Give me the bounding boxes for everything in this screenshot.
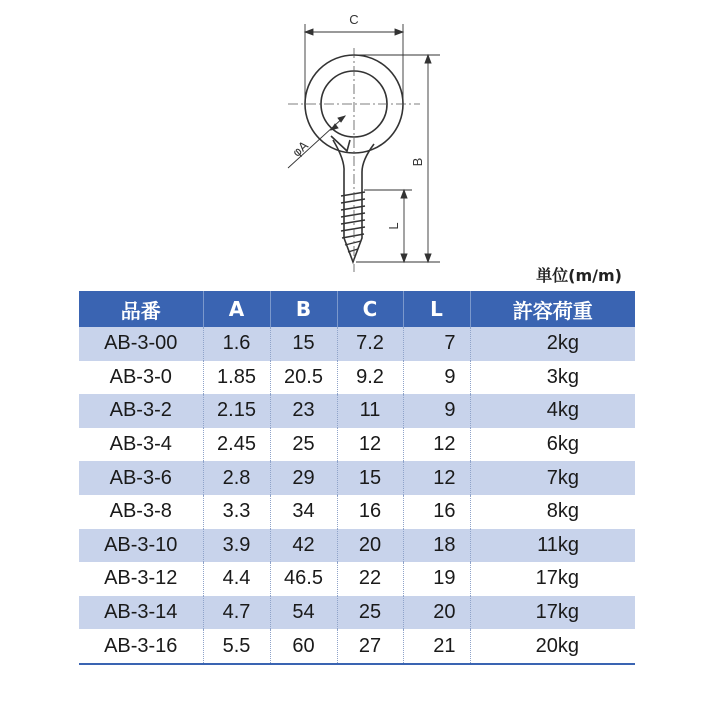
cell-l: 9 <box>403 394 470 428</box>
dimension-b <box>354 55 440 262</box>
label-b: B <box>410 157 425 167</box>
cell-c: 15 <box>337 461 403 495</box>
header-a: A <box>203 291 270 327</box>
cell-load: 17kg <box>470 562 635 596</box>
cell-load: 8kg <box>470 495 635 529</box>
cell-load: 7kg <box>470 461 635 495</box>
table-row <box>79 461 635 495</box>
header-allowable-load: 許容荷重 <box>470 291 635 327</box>
cell-b: 25 <box>270 428 337 462</box>
cell-b: 15 <box>270 327 337 361</box>
cell-load: 3kg <box>470 361 635 395</box>
cell-part-no: AB-3-14 <box>79 596 203 630</box>
cell-b: 54 <box>270 596 337 630</box>
cell-c: 9.2 <box>337 361 403 395</box>
table-row <box>79 327 635 361</box>
cell-c: 12 <box>337 428 403 462</box>
cell-l: 16 <box>403 495 470 529</box>
table-row <box>79 596 635 630</box>
cell-part-no: AB-3-8 <box>79 495 203 529</box>
cell-part-no: AB-3-16 <box>79 629 203 664</box>
cell-l: 20 <box>403 596 470 630</box>
cell-l: 12 <box>403 461 470 495</box>
cell-load: 2kg <box>470 327 635 361</box>
cell-c: 27 <box>337 629 403 664</box>
cell-load: 11kg <box>470 529 635 563</box>
cell-load: 6kg <box>470 428 635 462</box>
eye-screw-diagram <box>0 0 718 290</box>
cell-c: 11 <box>337 394 403 428</box>
cell-part-no: AB-3-6 <box>79 461 203 495</box>
cell-c: 25 <box>337 596 403 630</box>
cell-load: 20kg <box>470 629 635 664</box>
header-b: B <box>270 291 337 327</box>
cell-b: 42 <box>270 529 337 563</box>
table-row <box>79 428 635 462</box>
center-lines <box>288 48 420 272</box>
cell-a: 3.9 <box>203 529 270 563</box>
cell-a: 2.15 <box>203 394 270 428</box>
table-row <box>79 361 635 395</box>
cell-a: 3.3 <box>203 495 270 529</box>
table-header <box>79 291 635 327</box>
cell-a: 1.6 <box>203 327 270 361</box>
cell-c: 20 <box>337 529 403 563</box>
cell-c: 16 <box>337 495 403 529</box>
header-c: C <box>337 291 403 327</box>
cell-c: 22 <box>337 562 403 596</box>
label-phi-a: φA <box>289 138 311 160</box>
cell-b: 60 <box>270 629 337 664</box>
cell-part-no: AB-3-00 <box>79 327 203 361</box>
cell-part-no: AB-3-4 <box>79 428 203 462</box>
table-row <box>79 495 635 529</box>
cell-b: 46.5 <box>270 562 337 596</box>
table-row <box>79 629 635 664</box>
cell-l: 21 <box>403 629 470 664</box>
cell-part-no: AB-3-0 <box>79 361 203 395</box>
table-row <box>79 529 635 563</box>
cell-a: 2.45 <box>203 428 270 462</box>
cell-b: 23 <box>270 394 337 428</box>
cell-part-no: AB-3-12 <box>79 562 203 596</box>
cell-l: 9 <box>403 361 470 395</box>
cell-part-no: AB-3-2 <box>79 394 203 428</box>
cell-a: 1.85 <box>203 361 270 395</box>
cell-part-no: AB-3-10 <box>79 529 203 563</box>
cell-l: 12 <box>403 428 470 462</box>
table-body <box>79 327 635 664</box>
cell-l: 19 <box>403 562 470 596</box>
cell-load: 4kg <box>470 394 635 428</box>
cell-a: 5.5 <box>203 629 270 664</box>
cell-l: 7 <box>403 327 470 361</box>
unit-label: 単位(m/m) <box>536 266 622 285</box>
cell-a: 2.8 <box>203 461 270 495</box>
spec-table <box>79 291 635 665</box>
table-row <box>79 562 635 596</box>
cell-load: 17kg <box>470 596 635 630</box>
cell-a: 4.4 <box>203 562 270 596</box>
cell-b: 34 <box>270 495 337 529</box>
label-c: C <box>349 12 359 27</box>
cell-l: 18 <box>403 529 470 563</box>
label-l: L <box>386 222 401 230</box>
table-row <box>79 394 635 428</box>
header-part-no: 品番 <box>79 291 203 327</box>
cell-b: 20.5 <box>270 361 337 395</box>
header-l: L <box>403 291 470 327</box>
cell-b: 29 <box>270 461 337 495</box>
cell-c: 7.2 <box>337 327 403 361</box>
cell-a: 4.7 <box>203 596 270 630</box>
